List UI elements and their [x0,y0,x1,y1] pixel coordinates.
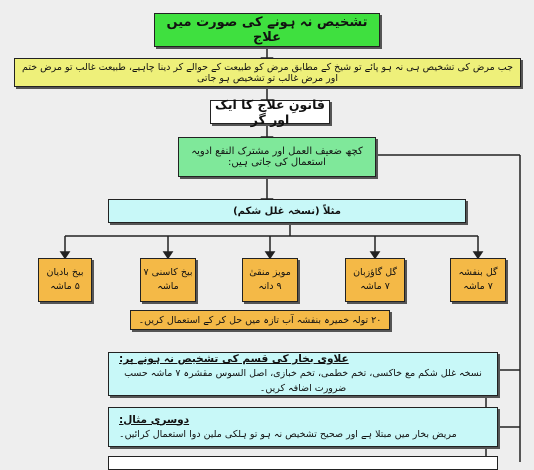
herb-card-5 [38,258,92,302]
example-heading-box [108,199,466,223]
case2-text: مریض بخار میں مبتلا ہے اور صحیح تشخیص نہ ہو تو ہلکی ملین دوا استعمال کرائیں۔ [119,428,457,440]
herb-dose: ۵ ماشہ [50,281,80,292]
herb-dose: ۹ دانہ [258,281,282,292]
herb-dose: ۷ ماشہ [463,281,493,292]
herb-dose: ماشہ [157,281,179,292]
herb-card-3 [242,258,298,302]
herb-name: گل بنفشہ [458,267,498,279]
note-text: ۲۰ تولہ خمیرہ بنفشہ آب تازہ میں حل کر کے استعمال کریں۔ [138,314,382,326]
herb-card-2 [345,258,405,302]
herb-dose: ۷ ماشہ [360,281,390,292]
herb-name: گل گاؤزبان [353,267,397,279]
herb-name: مویز منقیٰ [249,267,291,279]
case1-heading: علاوی بخار کی قسم کی تشخیص نہ ہونے پر: [119,353,349,366]
herb-name: بیخ کاسنی ۷ [143,267,193,279]
intro-text: جب مرض کی تشخیص ہی نہ ہو پائے تو شیخ کے مطابق مرض کو طبیعت کے حوالے کر دینا چاہیے، طبیعت غالب تو مرض ختم اور مرض غالب تو تشخیص ہو جاتی [22,61,513,84]
case1-text: نسخہ غلل شکم مع خاکسی، تخم خطمی، تخم خبازی، اصل السوس مقشرہ ۷ ماشہ حسب ضرورت اضافہ کریں۔ [124,368,482,395]
rule-heading-text: قانونِ علاج کا ایک اور گر [215,97,325,127]
rule-text: کچھ ضعیف العمل اور مشترک النفع ادویہ استعمال کی جاتی ہیں: [191,146,363,168]
note-box [130,310,390,330]
title-text: تشخیص نہ ہونے کی صورت میں علاج [166,15,368,45]
case3-box-partial [108,456,498,470]
example-heading-text: مثلاً (نسخہ غلل شکم) [233,205,341,217]
case1-box [108,352,498,396]
case2-heading: دوسری مثال: [119,413,190,426]
title-box [154,13,380,47]
herb-card-1 [450,258,506,302]
rule-text-box [178,137,376,177]
case2-box [108,407,498,447]
rule-heading-box [210,97,330,127]
intro-box [14,58,521,87]
herb-card-4 [140,258,196,302]
herb-name: بیخ بادیان [46,267,84,279]
